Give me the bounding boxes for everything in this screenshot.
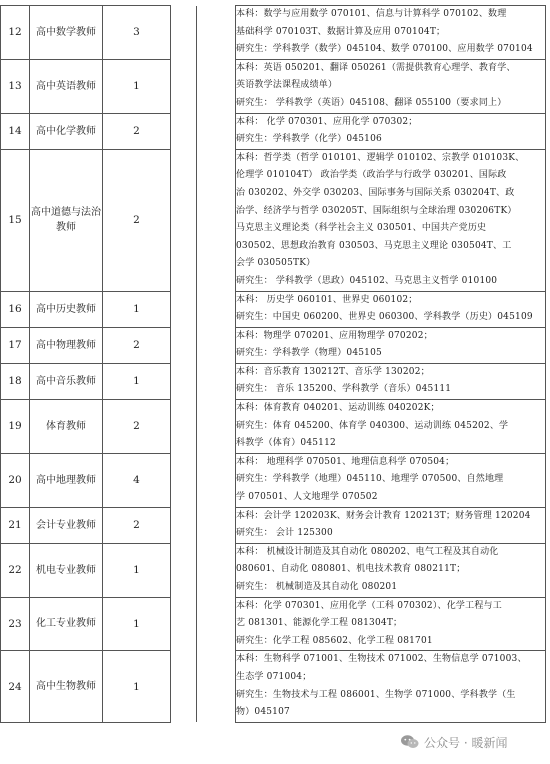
row-number: 12 <box>1 6 30 60</box>
hire-count: 2 <box>103 507 171 543</box>
post-name: 高中音乐教师 <box>30 363 103 399</box>
blank-cell <box>171 149 197 291</box>
table-row <box>1 543 546 597</box>
requirement-line: 本科：会计学 120203K、财务会计教育 120213T；财务管理 120204 <box>236 510 531 521</box>
requirement-line: 本科： 化学 070301、应用化学 070302； <box>236 116 418 127</box>
requirement-line: 研究生：学科教学（化学）045106 <box>236 134 382 145</box>
requirement-line: 本科： 机械设计制造及其自动化 080202、电气工程及其自动化 <box>236 546 499 557</box>
row-number: 15 <box>1 149 30 291</box>
requirement-line: 研究生：体育 045200、体育学 040300、运动训练 045202、学 <box>236 420 509 431</box>
blank-cell <box>171 543 197 597</box>
row-number: 18 <box>1 363 30 399</box>
requirement-line: 研究生：学科教学（地理）045110、地理学 070500、自然地理 <box>236 474 504 485</box>
requirement-line: 本科：化学 070301、应用化学（工科 070302）、化学工程与工 <box>236 600 502 611</box>
post-name: 会计专业教师 <box>30 507 103 543</box>
post-name: 体育教师 <box>30 400 103 454</box>
post-name: 高中历史教师 <box>30 291 103 327</box>
table-row <box>1 507 546 543</box>
requirement-line: 本科：生物科学 071001、生物技术 071002、生物信息学 071003、 <box>236 654 527 665</box>
blank-cell <box>197 453 236 507</box>
requirement-line: 本科：数学与应用数学 070101、信息与计算科学 070102、数理 <box>236 9 507 19</box>
blank-cell <box>197 327 236 363</box>
requirement-line: 本科：体育教育 040201、运动训练 040202K； <box>236 403 440 414</box>
requirement-line: 生态学 071004； <box>236 671 312 682</box>
major-requirements <box>236 651 546 722</box>
major-requirements <box>236 400 546 454</box>
post-name: 高中英语教师 <box>30 59 103 113</box>
row-number: 14 <box>1 113 30 149</box>
hire-count: 2 <box>103 400 171 454</box>
requirement-line: 伦理学 010104T） 政治学类（政治学与行政学 030201、国际政 <box>236 170 507 181</box>
blank-cell <box>197 291 236 327</box>
hire-count: 3 <box>103 6 171 60</box>
requirement-line: 治 030202、外交学 030203、国际事务与国际关系 030204T、政 <box>236 187 515 198</box>
blank-cell <box>171 327 197 363</box>
requirement-line: 本科： 地理科学 070501、地理信息科学 070504； <box>236 456 455 467</box>
post-name: 化工专业教师 <box>30 597 103 651</box>
table-row <box>1 363 546 399</box>
requirement-line: 英语教学法课程成绩单） <box>236 80 338 91</box>
hire-count: 1 <box>103 543 171 597</box>
major-requirements <box>236 291 546 327</box>
blank-cell <box>197 597 236 651</box>
table-row <box>1 597 546 651</box>
row-number: 22 <box>1 543 30 597</box>
major-requirements <box>236 543 546 597</box>
major-requirements <box>236 453 546 507</box>
major-requirements <box>236 597 546 651</box>
row-number: 13 <box>1 59 30 113</box>
hire-count: 1 <box>103 651 171 722</box>
blank-cell <box>171 6 197 60</box>
table-row <box>1 327 546 363</box>
job-requirements-table <box>0 5 546 723</box>
requirement-line: 研究生：学科教学（数学）045104、数学 070100、应用数学 070104 <box>236 44 533 55</box>
major-requirements <box>236 59 546 113</box>
blank-cell <box>197 113 236 149</box>
watermark <box>400 731 545 753</box>
requirement-line: 030502、思想政治教育 030503、马克思主义理论 030504T、工 <box>236 240 512 251</box>
post-name: 高中数学教师 <box>30 6 103 60</box>
blank-cell <box>197 400 236 454</box>
requirement-line: 研究生： 音乐 135200、学科教学（音乐）045111 <box>236 384 452 395</box>
table-row <box>1 453 546 507</box>
blank-cell <box>171 400 197 454</box>
hire-count: 1 <box>103 291 171 327</box>
post-name: 高中道德与法治教师 <box>30 149 103 291</box>
table-row <box>1 59 546 113</box>
requirement-line: 080601、自动化 080801、机电技术教育 080211T； <box>236 564 466 575</box>
hire-count: 1 <box>103 363 171 399</box>
major-requirements <box>236 507 546 543</box>
watermark-text: 公众号 · 暖新闻 <box>424 735 508 750</box>
row-number: 20 <box>1 453 30 507</box>
post-name: 机电专业教师 <box>30 543 103 597</box>
table-row <box>1 149 546 291</box>
blank-cell <box>197 6 236 60</box>
blank-cell <box>197 59 236 113</box>
post-name: 高中物理教师 <box>30 327 103 363</box>
major-requirements <box>236 363 546 399</box>
blank-cell <box>171 507 197 543</box>
hire-count: 2 <box>103 113 171 149</box>
post-name: 高中化学教师 <box>30 113 103 149</box>
table-row <box>1 400 546 454</box>
requirement-line: 会学 030505TK） <box>236 258 316 269</box>
table-row <box>1 291 546 327</box>
post-name: 高中生物教师 <box>30 651 103 722</box>
requirement-line: 科教学（体育）045112 <box>236 438 336 449</box>
blank-cell <box>197 651 236 722</box>
requirement-line: 本科：哲学类（哲学 010101、逻辑学 010102、宗教学 010103K、 <box>236 152 525 163</box>
requirement-line: 本科：音乐教育 130212T、音乐学 130202； <box>236 366 430 377</box>
requirement-line: 本科：物理学 070201、应用物理学 070202； <box>236 330 433 341</box>
hire-count: 1 <box>103 59 171 113</box>
requirement-line: 研究生： 机械制造及其自动化 080201 <box>236 582 398 592</box>
requirement-line: 研究生：化学工程 085602、化学工程 081701 <box>236 635 433 646</box>
major-requirements <box>236 113 546 149</box>
major-requirements <box>236 149 546 291</box>
table-row <box>1 651 546 722</box>
blank-cell <box>197 363 236 399</box>
row-number: 19 <box>1 400 30 454</box>
requirement-line: 艺 081301、能源化学工程 081304T； <box>236 618 403 629</box>
blank-cell <box>171 597 197 651</box>
requirement-line: 治学、经济学与哲学 030205T、国际组织与全球治理 030206TK） <box>236 205 517 216</box>
row-number: 17 <box>1 327 30 363</box>
table-row <box>1 6 546 60</box>
row-number: 21 <box>1 507 30 543</box>
row-number: 24 <box>1 651 30 722</box>
requirement-line: 学 070501、人文地理学 070502 <box>236 492 378 503</box>
requirement-line: 研究生： 学科教学（英语）045108、翻译 055100（要求同上） <box>236 97 507 108</box>
requirement-line: 研究生：中国史 060200、世界史 060300、学科教学（历史）045109 <box>236 312 533 323</box>
requirement-line: 研究生：学科教学（物理）045105 <box>236 348 382 359</box>
row-number: 16 <box>1 291 30 327</box>
major-requirements <box>236 6 546 60</box>
requirement-line: 研究生：生物技术与工程 086001、生物学 071000、学科教学（生 <box>236 689 516 700</box>
requirement-line: 本科： 历史学 060101、世界史 060102； <box>236 294 418 305</box>
major-requirements <box>236 327 546 363</box>
requirement-line: 本科：英语 050201、翻译 050261（需提供教育心理学、教育学、 <box>236 62 516 73</box>
requirement-line: 研究生： 学科教学（思政）045102、马克思主义哲学 010100 <box>236 275 498 286</box>
blank-cell <box>171 363 197 399</box>
blank-cell <box>171 453 197 507</box>
hire-count: 2 <box>103 327 171 363</box>
row-number: 23 <box>1 597 30 651</box>
wechat-icon <box>400 734 420 750</box>
hire-count: 4 <box>103 453 171 507</box>
blank-cell <box>171 291 197 327</box>
table-row <box>1 113 546 149</box>
requirement-line: 基础科学 070103T、数据计算及应用 070104T； <box>236 26 446 37</box>
requirement-line: 马克思主义理论类（科学社会主义 030501、中国共产党历史 <box>236 223 487 234</box>
blank-cell <box>197 149 236 291</box>
blank-cell <box>171 651 197 722</box>
requirement-line: 研究生： 会计 125300 <box>236 528 333 539</box>
hire-count: 2 <box>103 149 171 291</box>
requirement-line: 物）045107 <box>236 707 290 718</box>
blank-cell <box>197 507 236 543</box>
blank-cell <box>171 113 197 149</box>
blank-cell <box>197 543 236 597</box>
hire-count: 1 <box>103 597 171 651</box>
blank-cell <box>171 59 197 113</box>
post-name: 高中地理教师 <box>30 453 103 507</box>
